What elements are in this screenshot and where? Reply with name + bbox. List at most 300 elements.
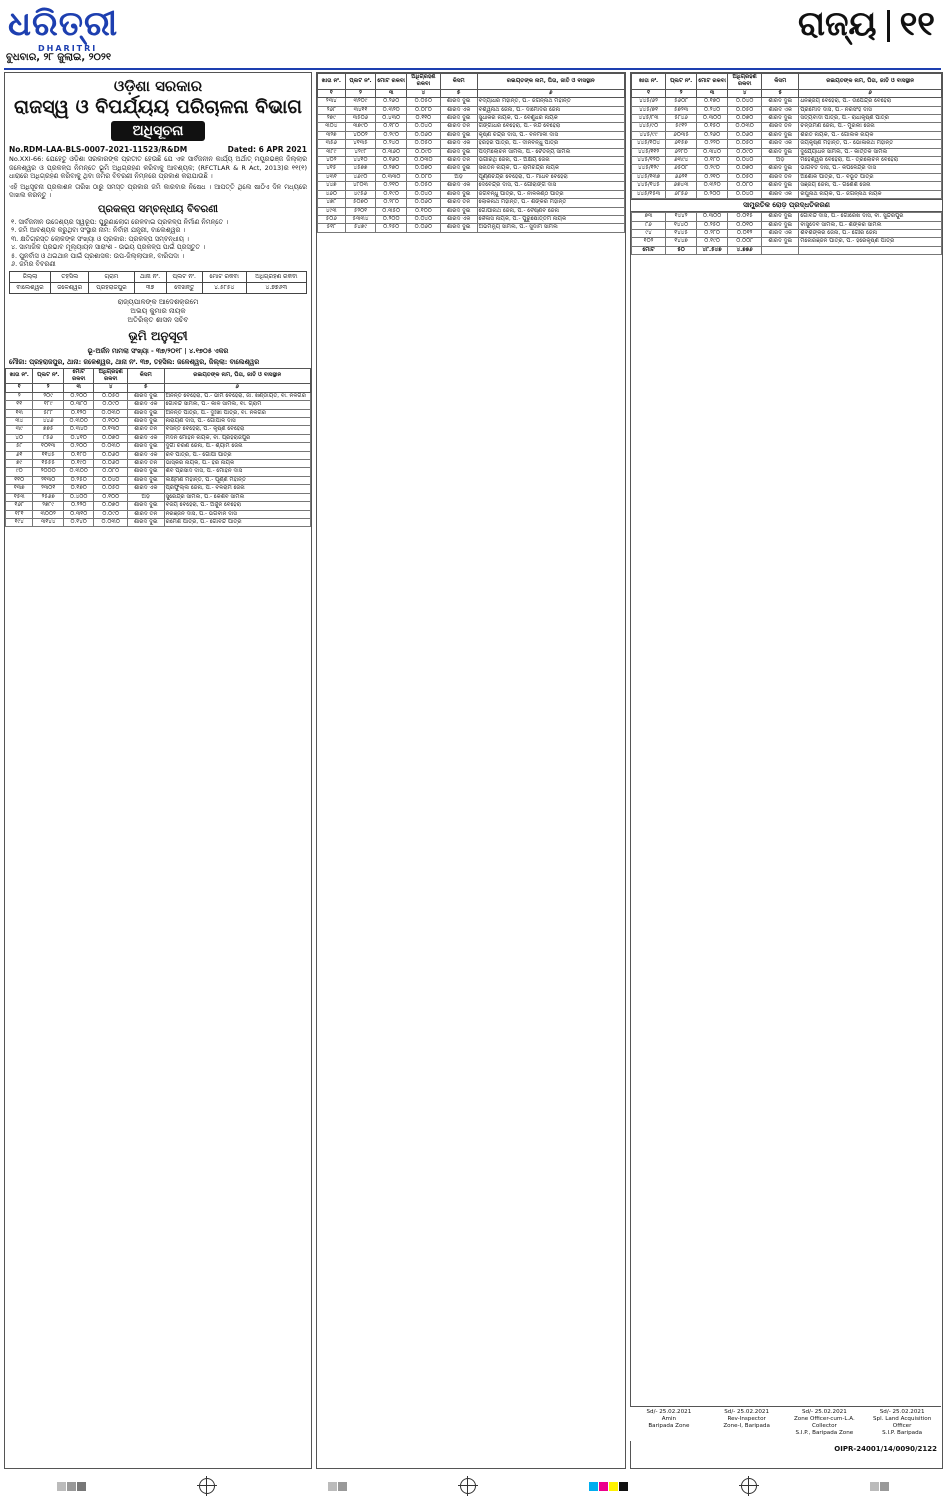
table-cell: ୦.୦୬୦ xyxy=(728,131,762,139)
table-cell: ୦.୦୮୦ xyxy=(94,468,128,476)
table-cell: ୩୨୭ xyxy=(318,131,346,139)
table-cell: ଗଙ୍ଗାଧର ବେହେରା, ପି.- ନନ୍ଦ ବେହେରା xyxy=(477,123,624,131)
table-cell: ୦.୨୬୦ xyxy=(697,131,728,139)
list-item: ୪. ସାମାଜିକ ପ୍ରଭାବ ମୂଲ୍ୟାୟନ ସାରାଂଶ - ଉଭୟ ପ୍ରକଳ୍ପ ପାଇଁ ପ୍ରସ୍ତୁତ । xyxy=(11,243,206,252)
column-2 xyxy=(316,72,626,1469)
table-cell: ୦.୩୫୦ xyxy=(376,207,407,215)
column-header: ଅଧିଗ୍ରହଣ ରକବା xyxy=(407,74,441,90)
column-header: କିସମ xyxy=(440,74,477,90)
table-cell: ୪୬୯୦ xyxy=(345,173,376,181)
table-cell: ୪୦ xyxy=(6,434,33,442)
total-row xyxy=(632,246,942,254)
table-header-number-row xyxy=(318,89,625,97)
department-title: ରାଜସ୍ୱ ଓ ବିପର୍ଯ୍ୟୟ ପରିଚାଳନା ବିଭାଗ xyxy=(14,96,302,118)
table-cell: ୫୮୮ xyxy=(33,409,64,417)
land-summary-table xyxy=(9,271,307,294)
column-number: ୧ xyxy=(318,89,346,97)
table-cell: ୦.୨୧୦ xyxy=(697,173,728,181)
table-cell: ତହସିଲ xyxy=(51,272,89,283)
table-cell: ୦.୨୪୦ xyxy=(376,140,407,148)
table-cell: ୬୦୩୫ xyxy=(666,131,697,139)
table-cell: ରବି ପାତ୍ର, ପି.- ଗୋପୀ ପାତ୍ର xyxy=(164,451,310,459)
table-cell: ୦.୦୩୦ xyxy=(94,443,128,451)
column-header: କିସମ xyxy=(127,368,164,384)
table-row xyxy=(632,173,942,181)
table-cell: ୦.୧୯୦ xyxy=(376,190,407,198)
notice-paragraph: No.XXI-66: ଯେହେତୁ ଓଡ଼ିଶା ସରକାରଙ୍କ ପ୍ରତୀତ ହେଉଛି ଯେ ଏକ ସାର୍ବଜନୀନ କାର୍ଯ୍ୟ ଅର୍ଥାତ୍ ମୟୂରଭଞ୍ଜ ଜିଲ୍ଲାର ଜଳେଶ୍ୱର ଓ ପ୍ରକଳ୍ପ ନିମନ୍ତେ ଭୂମି ଅଧିଗ୍ରହଣ କରିବାକୁ ଆବଶ୍ୟକ; (RFCTLAR & R Act, 2013)ର ୧୧(୧) ଧାରାରେ ଅଧିଗ୍ରହଣ କରିବାକୁ ଥିବା ଜମିର ବିବରଣୀ ନିମ୍ନରେ ପ୍ରକାଶ କରାଯାଉଛି । xyxy=(9,155,307,181)
masthead-rule xyxy=(4,68,941,70)
table-row xyxy=(318,165,625,173)
table-cell: ୭୩ xyxy=(632,213,666,221)
table-cell: ୦.୧୫୦ xyxy=(697,123,728,131)
table-cell: ୪୧୩୫ xyxy=(345,140,376,148)
column-header: ଖାତା ନଂ. xyxy=(632,74,666,90)
table-cell: ଶାରଦ ଏକ xyxy=(762,140,799,148)
table-cell: ଶାରଦ ଦୁଇ xyxy=(762,165,799,173)
table-cell: ୩୨୦୯ xyxy=(345,98,376,106)
table-cell: ଗୋପୀନାଥ ଜେନା, ପି.- ବୈଷ୍ଣବ ଜେନା xyxy=(477,207,624,215)
table-cell: ଶାରଦ ଏକ xyxy=(762,190,799,198)
table-cell: ୯୦ xyxy=(6,468,33,476)
table-row xyxy=(318,215,625,223)
table-cell: ପ୍ଲଟ ନଂ. xyxy=(166,272,202,283)
table-cell: ୧୧ xyxy=(6,401,33,409)
table-row xyxy=(632,131,942,139)
table-cell: ମହେଶ୍ୱର ବେହେରା, ପି.- ତ୍ରିଲୋଚନ ବେହେରା xyxy=(799,157,942,165)
table-cell: ଶିବଶଙ୍କର ଜେନା, ପି.- ଗୌର ଜେନା xyxy=(799,229,942,237)
table-row xyxy=(318,190,625,198)
table-cell: ୨୦୯ xyxy=(33,392,64,400)
total-plots: ୫୦ xyxy=(666,246,697,254)
table-cell: ଶାରଦ ଏକ xyxy=(440,215,477,223)
table-cell: ୦.୨୫୦ xyxy=(63,476,94,484)
column-header: ଅଧିଗ୍ରହଣ ରକବା xyxy=(94,368,128,384)
table-cell: ୪୬୦ xyxy=(318,190,346,198)
table-row xyxy=(632,182,942,190)
column-3 xyxy=(630,72,943,1469)
table-cell: ୧୮୯ xyxy=(33,401,64,409)
registration-mark-icon xyxy=(460,1478,476,1494)
table-cell: ଶାରଦ ଏକ xyxy=(762,106,799,114)
schedule-title: ଭୂମି ଅନୁସୂଚୀ xyxy=(128,329,188,344)
column-number: ୧ xyxy=(6,384,33,392)
page-header xyxy=(798,4,935,44)
table-cell: ୦.୪୧୦ xyxy=(63,434,94,442)
table-cell: ୬୩୯୪ xyxy=(666,157,697,165)
table-row xyxy=(6,426,311,434)
table-cell: ୩୪ xyxy=(6,418,33,426)
table-cell: ୪୪୫/୧୫୩ xyxy=(632,190,666,198)
dateline: ବୁଧବାର, ୨୮ ଜୁଲାଇ, ୨୦୨୧ xyxy=(6,52,112,63)
table-cell: ୫୨୦୧ xyxy=(345,207,376,215)
table-cell: ଶାରଦ ତିନି xyxy=(127,510,164,518)
table-cell: ଜଳେଶ୍ୱର xyxy=(51,283,89,294)
schedule-subtitle: ଭୂ-ଅର୍ଜନ ମାମଲା ସଂଖ୍ୟା - ୩୭/୨୦୧୮ | ୪.୧୭୦୫ ଏକର xyxy=(87,347,229,356)
table-cell: ୦.୦୮୦ xyxy=(407,173,441,181)
land-schedule-table-2 xyxy=(631,212,942,255)
table-cell: ୦.୨୮୦ xyxy=(376,199,407,207)
table-cell: ଦୁର୍ଗା ଚରଣ ଜେନା, ପି.- ଶ୍ୟାମ ଜେନା xyxy=(164,443,310,451)
print-marks-footer xyxy=(0,1475,945,1497)
table-cell: ୬୨୮୦ xyxy=(666,148,697,156)
table-cell: ୧୧୦ xyxy=(6,476,33,484)
table-cell: ଶାରଦ ଦୁଇ xyxy=(127,468,164,476)
project-details-list xyxy=(5,218,311,268)
table-header-row xyxy=(6,368,311,384)
table-cell: ୩୫୦୬ xyxy=(345,115,376,123)
table-cell: ମନୋରଞ୍ଜନ ପାତ୍ର, ପି.- ହରେକୃଷ୍ଣ ପାତ୍ର xyxy=(799,238,942,246)
table-cell: ଲୋକନାଥ ମହାନ୍ତି, ପି.- ଶଙ୍କର ମହାନ୍ତି xyxy=(477,199,624,207)
table-header-row xyxy=(632,74,942,90)
table-cell: ୦.୧୮୦ xyxy=(697,157,728,165)
column-number: ୩ xyxy=(376,89,407,97)
column-number: ୩ xyxy=(697,89,728,97)
table-cell: ୭୭୫ xyxy=(33,426,64,434)
table-row xyxy=(6,510,311,518)
table-cell: ୬୭୪୩ xyxy=(666,182,697,190)
section-label: ସାମ୍ପ୍ରତିକ ରୋଡ଼ ପ୍ରଦ୍ଧତିକରଣ xyxy=(631,199,942,212)
table-cell: ସୁରେନ୍ଦ୍ର ସାମଲ, ପି.- କେଶବ ସାମଲ xyxy=(164,493,310,501)
table-cell: ୩୧୪୪ xyxy=(33,518,64,526)
table-cell: ଥାନା ନଂ. xyxy=(134,272,166,283)
table-cell: ବିଜୟ ବେହେରା, ପି.- ଅର୍ଜୁନ ବେହେରା xyxy=(164,502,310,510)
table-cell: ୦.୨୦୦ xyxy=(697,190,728,198)
table-cell: ଅଶୋକ ପାତ୍ର, ପି.- ବିଭୂତି ପାତ୍ର xyxy=(799,173,942,181)
table-cell: ୦.୧୦୦ xyxy=(94,418,128,426)
table-cell: ୦.୨୦୦ xyxy=(376,215,407,223)
table-cell: ୦.୦୫୦ xyxy=(728,173,762,181)
table-cell: ଭାସ୍କର ନାୟକ, ପି.- ହରି ନାୟକ xyxy=(164,460,310,468)
table-cell: ୦.୩୨୦ xyxy=(376,106,407,114)
table-cell: ୪୪୫/୧୧୨ xyxy=(632,148,666,156)
table-cell: ଶାରଦ ଦୁଇ xyxy=(127,418,164,426)
table-cell: ୦.୨୮୦ xyxy=(697,229,728,237)
table-cell: ୦.୦୯୦ xyxy=(94,510,128,518)
table-cell: ରମେଶ ପାତ୍ର, ପି.- ଗୋବିନ୍ଦ ପାତ୍ର xyxy=(164,518,310,526)
table-cell: ଶାରଦ ଦୁଇ xyxy=(440,224,477,232)
signature-line: ଅତିରିକ୍ତ ଶାସନ ସଚିବ xyxy=(127,316,189,325)
table-cell: ୧୦୧୩ xyxy=(33,443,64,451)
table-cell: ବାଲେଶ୍ୱର xyxy=(10,283,51,294)
official-signatures xyxy=(630,1406,941,1441)
column-1 xyxy=(4,72,312,1469)
column-number: ୪ xyxy=(728,89,762,97)
table-cell: ଶାରଦ ଦୁଇ xyxy=(762,213,799,221)
table-cell: ୬୬୨୧ xyxy=(666,173,697,181)
table-cell: ଅଧିଗ୍ରହଣ ରକବା xyxy=(246,272,306,283)
table-cell: ଶାରଦ ତିନି xyxy=(127,460,164,468)
table-cell: ୪୪୧୦ xyxy=(345,157,376,165)
table-cell: ୩୮୯ xyxy=(318,148,346,156)
table-cell: ବିଦ୍ୟାଧର ମହାନ୍ତି, ପି.- ଜଗନ୍ନାଥ ମହାନ୍ତି xyxy=(477,98,624,106)
table-cell: ୪୦୨ xyxy=(318,157,346,165)
table-cell: ୦.୦୩୦ xyxy=(94,518,128,526)
table-cell: ୧୯୪ xyxy=(6,518,33,526)
table-cell: ସଞ୍ଜୟ ଜେନା, ପି.- ଗଣେଶ ଜେନା xyxy=(799,182,942,190)
table-cell: ୦.୩୦୦ xyxy=(697,213,728,221)
column-number: ୩ xyxy=(63,384,94,392)
table-cell: ୧୫୫୫ xyxy=(33,460,64,468)
table-cell: ଶାରଦ ଏକ xyxy=(440,140,477,148)
table-cell: ପୂର୍ଣ୍ଣଚନ୍ଦ୍ର ବେହେରା, ପି.- ମାଧବ ବେହେରା xyxy=(477,173,624,181)
total-acquired: ୪.୭୭୬ xyxy=(728,246,762,254)
table-cell: ୦.୨୧୦ xyxy=(376,182,407,190)
masthead xyxy=(0,0,945,62)
table-cell: ୦.୩୦୦ xyxy=(697,115,728,123)
table-cell: ସନାତନ ନାୟକ, ପି.- ରାମଚନ୍ଦ୍ର ନାୟକ xyxy=(477,165,624,173)
signature-spl-lao: Sd/- 25.02.2021 Spl. Land Acquisition Officer S.I.P. Baripada xyxy=(872,1409,932,1436)
table-cell: ୦.୨୪୦ xyxy=(697,106,728,114)
table-row xyxy=(632,238,942,246)
table-row xyxy=(6,476,311,484)
signature-block xyxy=(5,298,311,325)
signature-rev-inspector: Sd/- 25.02.2021 Rev-Inspector Zone-I, Baripada xyxy=(723,1409,770,1429)
table-row xyxy=(6,418,311,426)
table-cell: ଶାରଦ ଦୁଇ xyxy=(440,131,477,139)
table-cell: ୦.୦୬୦ xyxy=(407,131,441,139)
divider xyxy=(887,10,890,42)
table-cell: ପଦ୍ମଲୋଚନ ସାମଲ, ପି.- ଚୈତନ୍ୟ ସାମଲ xyxy=(477,148,624,156)
list-item: ୧. ସାର୍ବଜନୀନ ଉଦ୍ଦେଶ୍ୟର ସ୍ୱରୂପ: ପୁରୁଣାଲୋଗ ରେଳବାଇ ପ୍ରକଳ୍ପ ନିର୍ମାଣ ନିମନ୍ତେ । xyxy=(11,217,229,226)
table-cell: ଶାରଦ ଦୁଇ xyxy=(440,190,477,198)
table-cell: ୦.୦୪୦ xyxy=(728,157,762,165)
table-cell: ନାରାୟଣ ଦାସ, ପି.- ଗୋପାଳ ଦାସ xyxy=(164,418,310,426)
table-cell: ୪୪୫/୯୦ xyxy=(632,123,666,131)
signature-zone-officer: Sd/- 25.02.2021 Zone Officer-cum-L.A. Collector S.I.P., Baripada Zone xyxy=(793,1409,855,1436)
table-cell: ୦.୦୩୦ xyxy=(94,409,128,417)
table-cell: ୦.୧୭୦ xyxy=(697,98,728,106)
table-row xyxy=(6,401,311,409)
table-cell: ଶାରଦ ଦୁଇ xyxy=(127,502,164,510)
ref-number: No.RDM-LAA-BLS-0007-2021-11523/R&DM xyxy=(9,145,188,154)
table-cell: ୦.୩୬୦ xyxy=(376,148,407,156)
table-cell: ୦.୦୫୦ xyxy=(728,140,762,148)
table-cell: ୧୦୨ xyxy=(632,238,666,246)
table-cell: ୦.୦୫୦ xyxy=(94,392,128,400)
table-cell: ଶାରଦ ଦୁଇ xyxy=(762,98,799,106)
table-cell: ହରିହର ପାତ୍ର, ପି.- ଦୀନବନ୍ଧୁ ପାତ୍ର xyxy=(477,140,624,148)
table-cell: ଶାରଦ ଏକ xyxy=(127,485,164,493)
column-number: ୫ xyxy=(762,89,799,97)
list-item: ୨. ଜମି ଆବଶ୍ୟକ କରୁଥିବା ସଂସ୍ଥାର ନାମ: ନିର୍ବାହୀ ଯନ୍ତ୍ରୀ, ବାଲେଶ୍ୱର । xyxy=(11,226,186,235)
table-row xyxy=(10,272,307,283)
column-number: ୬ xyxy=(799,89,942,97)
table-cell: ୧୩୭ xyxy=(6,485,33,493)
table-cell: ୪୪୫/୧୨୯ xyxy=(632,165,666,173)
table-row xyxy=(6,451,311,459)
table-row xyxy=(318,224,625,232)
table-cell: ୦.୧୧୦ xyxy=(407,115,441,123)
table-cell: ଅଡ଼ି xyxy=(440,173,477,181)
government-title: ଓଡ଼ିଶା ସରକାର xyxy=(113,77,203,95)
table-cell: ଗୋବିନ୍ଦ ଦାସ, ପି.- ଗୋରେଖ ଦାସ, ବା. ସୁନ୍ଦରପୁର xyxy=(799,213,942,221)
land-schedule-table xyxy=(317,73,625,233)
column-number: ୨ xyxy=(33,384,64,392)
table-cell: ୪୩୧ xyxy=(318,173,346,181)
signature-line: ଅଭୟ କୁମାର ନାୟକ xyxy=(130,307,186,316)
table-cell: ୮୬ xyxy=(632,221,666,229)
table-cell: ମଦନ ମୋହନ ନାୟକ, ବା. ପ୍ରହରାଜପୁର xyxy=(164,434,310,442)
table-cell: ଶାରଦ ଦୁଇ xyxy=(762,221,799,229)
table-cell: ୪୪୫/୧୦୪ xyxy=(632,140,666,148)
table-cell: ଶାରଦ ଦୁଇ xyxy=(762,238,799,246)
table-cell: ୦.୦୯୦ xyxy=(728,148,762,156)
table-cell: ୦.୦୫୦ xyxy=(94,485,128,493)
table-cell: ୪୯୫୬ xyxy=(345,190,376,198)
color-swatch xyxy=(870,1482,889,1491)
table-cell: ୦.୦୧୨ xyxy=(728,229,762,237)
table-cell: ଶାରଦ ଦୁଇ xyxy=(762,148,799,156)
table-cell: ମୋଟ ରକବା xyxy=(202,272,246,283)
table-cell: ୦.୩୮୦ xyxy=(63,401,94,409)
table-cell: ୨୭୮୯ xyxy=(33,502,64,510)
table-cell: ଶାରଦ ଏକ xyxy=(440,182,477,190)
table-cell: ୦.୧୮୦ xyxy=(376,123,407,131)
table-cell: ଜୟକୃଷ୍ଣ ମହାନ୍ତି, ପି.- ଭୋଳାନାଥ ମହାନ୍ତି xyxy=(799,140,942,148)
table-cell: ୪୪୫/୮୩ xyxy=(632,115,666,123)
table-cell: ଧନଞ୍ଜୟ ବେହେରା, ପି.- ଉପେନ୍ଦ୍ର ବେହେରା xyxy=(799,98,942,106)
table-cell: ୦.୦୪୦ xyxy=(407,215,441,223)
table-cell: ୦.୧୬୦ xyxy=(376,157,407,165)
land-schedule-table xyxy=(631,73,942,199)
table-cell: ୪୯୩ xyxy=(318,207,346,215)
column-number: ୬ xyxy=(477,89,624,97)
table-cell: ୦.୦୪୦ xyxy=(407,123,441,131)
table-row xyxy=(632,106,942,114)
column-header: ପ୍ଲଟ ନଂ. xyxy=(666,74,697,90)
column-number: ୪ xyxy=(94,384,128,392)
table-cell: ୬୧୫୭ xyxy=(666,140,697,148)
table-cell: ଶରତ ନାୟକ, ପି.- ଗୋଲକ ନାୟକ xyxy=(799,131,942,139)
table-cell: ୦.୨୦୦ xyxy=(63,443,94,451)
table-cell: ୧୮୧ xyxy=(6,510,33,518)
table-cell: ୦.୦୭୦ xyxy=(728,115,762,123)
column-number: ୨ xyxy=(666,89,697,97)
notice-header xyxy=(5,77,311,145)
table-cell: ଅଭିମନ୍ୟୁ ସାମଲ, ପି.- ସୁଦାମ ସାମଲ xyxy=(477,224,624,232)
table-cell: ଶିବ ପ୍ରସାଦ ଦାସ, ପି.- ମୋହନ ଦାସ xyxy=(164,468,310,476)
table-cell: ୯୪ xyxy=(632,229,666,237)
table-cell: ୬୧ xyxy=(6,451,33,459)
signature-line: ରାଜ୍ୟପାଳଙ୍କ ଆଦେଶକ୍ରମେ xyxy=(117,298,199,307)
table-cell: ୦.୪୩୦ xyxy=(376,115,407,123)
table-row xyxy=(632,190,942,198)
table-cell: ପ୍ରମୋଦ ଦାସ, ପି.- ନରସିଂହ ଦାସ xyxy=(799,106,942,114)
table-cell: ଦେଖନ୍ତୁ xyxy=(166,283,202,294)
table-cell: ନିରଞ୍ଜନ ଦାସ, ପି.- ଭଗବାନ ଦାସ xyxy=(164,510,310,518)
table-cell: କୈଳାସ ନାୟକ, ପି.- ପୁରୁଷୋତ୍ତମ ନାୟକ xyxy=(477,215,624,223)
table-cell: ୩୦୦୨ xyxy=(33,510,64,518)
table-cell: ଶାରଦ ଦୁଇ xyxy=(762,131,799,139)
reference-line xyxy=(5,145,311,154)
table-row xyxy=(10,283,307,294)
table-cell: ଅନନ୍ତ ପାତ୍ର, ପି.- ଦୁଃଖୀ ପାତ୍ର, ବା. ନିଳଗିରି xyxy=(164,409,310,417)
column-header: ପ୍ଲଟ ନଂ. xyxy=(33,368,64,384)
column-number: ୨ xyxy=(345,89,376,97)
table-cell: ୦.୦୮୦ xyxy=(728,182,762,190)
table-cell: ୫୮ xyxy=(6,443,33,451)
table-header-number-row xyxy=(6,384,311,392)
table-cell: ଚିନ୍ତାମଣି ଜେନା, ପି.- ମୁରଲୀ ଜେନା xyxy=(799,123,942,131)
table-row xyxy=(632,221,942,229)
table-row xyxy=(632,157,942,165)
page-section: ରାଜ୍ୟ xyxy=(797,4,877,44)
table-cell: ଶାରଦ ଦୁଇ xyxy=(762,182,799,190)
table-cell: ଶାରଦ ତିନି xyxy=(440,157,477,165)
table-cell: ୪୭୮ xyxy=(318,199,346,207)
table-cell: ୦.୩୧୦ xyxy=(63,510,94,518)
table-cell: ଶାରଦ ଦୁଇ xyxy=(440,207,477,215)
brand-name: ଧରିତ୍ରୀ xyxy=(8,4,119,44)
table-cell: ୩୭ xyxy=(134,283,166,294)
table-cell: ୩୪୧୧ xyxy=(345,106,376,114)
table-cell: ୪୮୦୩ xyxy=(345,182,376,190)
table-cell: ୦.୦୮୦ xyxy=(407,106,441,114)
table-cell: ୦.୦୫୦ xyxy=(728,106,762,114)
table-cell: ୪୨୯୮ xyxy=(345,148,376,156)
table-cell: ୪୫୭୭ xyxy=(345,165,376,173)
table-cell: ୦.୨୭୦ xyxy=(376,165,407,173)
table-cell: ୬୮୫୬ xyxy=(666,190,697,198)
column-header: ରଇୟତଙ୍କ ନାମ, ପିତା, ଜାତି ଓ ବାସସ୍ଥାନ xyxy=(799,74,942,90)
table-cell: ୦.୧୦୦ xyxy=(94,493,128,501)
color-swatch xyxy=(328,1482,347,1491)
cmyk-swatch xyxy=(589,1482,628,1491)
table-cell: ୨୩୦୧ xyxy=(33,485,64,493)
table-cell: ୦.୨୨୦ xyxy=(63,502,94,510)
table-cell: ୦.୦୬୦ xyxy=(407,224,441,232)
table-cell: ୪୪୫/୧୨୦ xyxy=(632,157,666,165)
table-cell: ଅଡ଼ି xyxy=(127,493,164,501)
column-header: ମୋଟ ରକବା xyxy=(63,368,94,384)
table-cell: ୦.୨୨୦ xyxy=(697,140,728,148)
table-cell: ୨୦୦୦ xyxy=(33,468,64,476)
table-row xyxy=(6,493,311,501)
table-cell: ୭୯ xyxy=(6,460,33,468)
table-cell: ୪୪୫/୧୩୭ xyxy=(632,173,666,181)
table-cell: ୧୫୩ xyxy=(6,493,33,501)
table-row xyxy=(6,518,311,526)
table-cell: ଶାରଦ ତିନି xyxy=(762,123,799,131)
table-cell: ୫୮୪୬ xyxy=(666,115,697,123)
table-row xyxy=(318,98,625,106)
table-cell: ୦.୧୩୦ xyxy=(94,426,128,434)
table-cell: ୦.୦୯୦ xyxy=(94,401,128,409)
table-cell: ବାସୁଦେବ ସାମଲ, ପି.- ଶଙ୍କର ସାମଲ xyxy=(799,221,942,229)
table-cell: ୦.୩୪୦ xyxy=(697,148,728,156)
table-cell: ଶାରଦ ଦୁଇ xyxy=(127,392,164,400)
table-cell: ୩୦୪ xyxy=(318,123,346,131)
table-cell: ୦.୩୪୦ xyxy=(63,426,94,434)
table-cell: ୮୫୬ xyxy=(33,434,64,442)
table-cell: ଦେବେନ୍ଦ୍ର ଦାସ, ପି.- ଗୌରାଙ୍ଗ ଦାସ xyxy=(477,182,624,190)
column-header: ମୋଟ ରକବା xyxy=(697,74,728,90)
table-cell: ଶାରଦ ଦୁଇ xyxy=(127,443,164,451)
table-row xyxy=(632,165,942,173)
table-row xyxy=(6,409,311,417)
column-number: ୧ xyxy=(632,89,666,97)
table-cell: ୧୬୮ xyxy=(6,502,33,510)
table-row xyxy=(318,207,625,215)
table-row xyxy=(6,460,311,468)
table-cell: ୧୪୪୦ xyxy=(666,221,697,229)
table-cell: ଶାରଦ ଏକ xyxy=(127,434,164,442)
brand-sub: DHARITRI xyxy=(38,44,98,53)
page-number: ୧୧ xyxy=(899,4,935,44)
table-cell: ବସନ୍ତ ବେହେରା, ପି.- କୃଷ୍ଣ ବେହେରା xyxy=(164,426,310,434)
table-cell: ୦.୦୧୫ xyxy=(728,213,762,221)
table-cell: ୫୦୭୦ xyxy=(345,199,376,207)
